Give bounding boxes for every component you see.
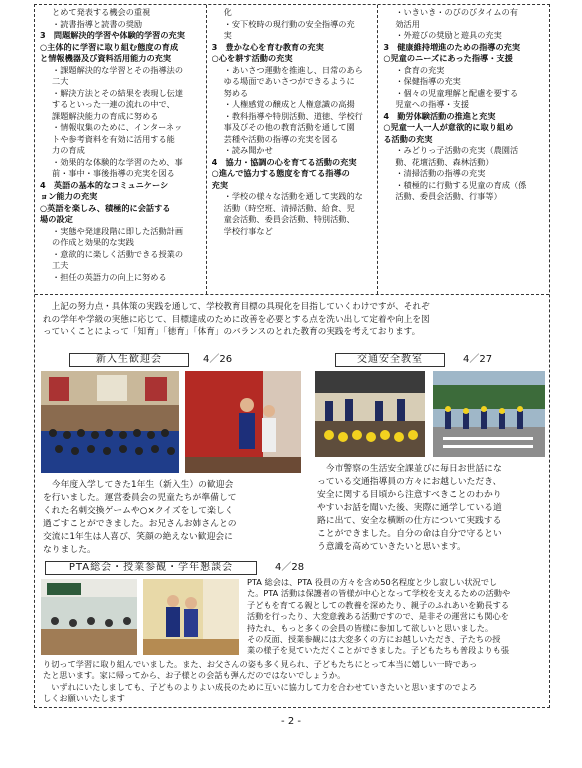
newsletter-page bbox=[34, 4, 550, 708]
pta-line: その反面、授業参観には大変多くの方にお越しいただき、子たちの授 bbox=[247, 634, 501, 645]
plan-line: 3 問題解決的学習や体験的学習の充実 bbox=[40, 30, 185, 40]
pta-date: 4／28 bbox=[275, 562, 305, 573]
plan-line: ・個々の児童理解と配慮を要する bbox=[395, 87, 519, 98]
traffic-title: 交通安全教室 bbox=[335, 353, 445, 367]
plan-line: ・読み聞かせ bbox=[223, 145, 273, 155]
plan-line: 化 bbox=[223, 7, 232, 17]
plan-line: 3 豊かな心を育む教育の充実 bbox=[211, 41, 324, 52]
traffic-photo-crossing bbox=[433, 371, 545, 457]
plan-column-2 bbox=[206, 5, 378, 294]
plan-line: 4 英語の基本的なコミュニケーシ bbox=[40, 179, 169, 190]
summary-paragraph bbox=[43, 301, 543, 339]
pta-photo-classroom bbox=[41, 579, 137, 655]
plan-line: ○進んで協力する態度を育てる指導の bbox=[211, 168, 350, 178]
welcome-line: くれた名刺交換ゲームや○×クイズをして楽しく bbox=[43, 506, 234, 516]
plan-columns bbox=[35, 5, 549, 295]
plan-line: 課題解決能力の育成に努める bbox=[52, 110, 159, 121]
plan-line: ・読書指導と読書の奨励 bbox=[52, 18, 143, 29]
plan-line: するといった一連の流れの中で、 bbox=[52, 99, 175, 109]
plan-line: ・課題解決的な学習とその指導法の bbox=[52, 64, 184, 75]
plan-line: 学校行事など bbox=[223, 225, 273, 236]
plan-line: 充実 bbox=[211, 179, 229, 190]
plan-line: ・いきいき・のびのびタイムの有 bbox=[395, 7, 518, 17]
plan-line: 努める bbox=[223, 87, 249, 98]
pta-title: PTA総会・授業参観・学年懇談会 bbox=[45, 561, 257, 575]
plan-line: 芸種や活動の指導の充実を図る bbox=[223, 133, 339, 144]
plan-line: 児童への指導・支援 bbox=[395, 99, 470, 109]
plan-line: 二大 bbox=[52, 76, 69, 86]
summary-line: 上記の努力点・具体策の実践を通して、学校教育目標の具現化を目指していくわけですが、それぞ bbox=[43, 302, 430, 312]
plan-line: ・学校の様々な活動を通して実践的な bbox=[223, 191, 363, 201]
plan-line: 工夫 bbox=[52, 260, 69, 270]
traffic-line: ことができました。自分の命は自分で守るとい bbox=[317, 529, 502, 539]
plan-line: ゆる場面であいさつができるように bbox=[223, 76, 355, 86]
plan-column-3 bbox=[377, 5, 549, 294]
plan-line: ・担任の英語力の向上に努める bbox=[52, 271, 167, 282]
plan-line: 童会活動、委員会活動、特別活動、 bbox=[223, 214, 355, 224]
pta-line: いずれにいたしましても、子どものよりよい成長のために互いに協力して力を合わせていきたいと思いますのでよろ bbox=[43, 681, 477, 692]
pta-line: 子どもを育てる親としての教養を深めたり、親子のふれあいを勤長する bbox=[247, 599, 510, 610]
plan-line: ・あいさつ運動を推進し、日常のあら bbox=[223, 64, 363, 75]
plan-line: 効活用 bbox=[395, 18, 420, 29]
traffic-line: やすいお話を聞いた後、実際に通学している道 bbox=[317, 503, 502, 513]
plan-line: ・食育の充実 bbox=[395, 64, 445, 75]
pta-line: PTA 総会は、PTA 役員の方々を含め50名程度と少し寂しい状況でし bbox=[247, 577, 498, 587]
traffic-line: 今市警察の生活安全課並びに毎日お世話にな bbox=[317, 464, 502, 474]
plan-line: ・情報収集のために、インターネッ bbox=[52, 122, 183, 132]
summary-line: っていくことによって「知育」「徳育」「体育」のバランスのとれた教育の実践を考えております。 bbox=[43, 327, 421, 337]
plan-line: ・積極的に行動する児童の育成（係 bbox=[395, 179, 527, 190]
traffic-body bbox=[317, 463, 545, 554]
plan-line: る活動の充実 bbox=[383, 133, 433, 144]
pta-line: 持たれ、もっと多くの会員の皆様に参加して欲しいと思いました。 bbox=[247, 622, 494, 633]
plan-line: の作成と効果的な実践 bbox=[52, 237, 134, 247]
welcome-line: なりました。 bbox=[43, 545, 96, 555]
welcome-photo-assembly bbox=[41, 371, 179, 473]
welcome-date: 4／26 bbox=[203, 354, 233, 365]
summary-line: れの学年や学級の実態に応じて、目標達成のために改善を必要とする点を洗い出して定着や向上を図 bbox=[43, 314, 430, 325]
plan-column-1 bbox=[35, 5, 206, 294]
pta-body-full bbox=[43, 659, 543, 705]
plan-line: 前・事中・事後指導の充実を図る bbox=[52, 168, 175, 178]
welcome-line: 過ごすことができました。お兄さんお姉さんとの bbox=[43, 519, 237, 529]
plan-line: 4 協力・協調の心を育てる活動の充実 bbox=[211, 156, 357, 167]
pta-body-right bbox=[247, 577, 543, 657]
plan-line: ○英語を楽しみ、積極的に会話する bbox=[40, 202, 171, 213]
plan-line: 活動、委員会活動、行事等） bbox=[395, 191, 502, 201]
traffic-line: っている交通指導員の方々にお越しいただき、 bbox=[317, 477, 502, 487]
plan-line: ・外遊びの奨励と遊具の充実 bbox=[395, 30, 502, 40]
welcome-line: 交流に1年生は人喜び、笑顔の絶えない歓迎会に bbox=[43, 532, 233, 542]
plan-line: 場の設定 bbox=[40, 214, 73, 224]
pta-line: り切って学習に取り組んでいました。また、お父さんの姿も多く見られ、子どもたちにとって本当に嬉しい一時であっ bbox=[43, 659, 478, 669]
plan-line: ・安下校時の現行動の安全指導の充 bbox=[223, 18, 355, 29]
pta-line: たと思います。家に帰ってから、お子様との会話も弾んだのではないでしょうか。 bbox=[43, 670, 346, 681]
plan-line: 4 勤労体験活動の推進と充実 bbox=[383, 110, 496, 121]
plan-line: ・解決方法とその結果を表現し伝達 bbox=[52, 87, 184, 98]
plan-line: ○児童一人一人が意欲的に取り組め bbox=[383, 122, 514, 132]
traffic-line: う意識を高めていきたいと思います。 bbox=[317, 542, 466, 552]
plan-line: ョン能力の充実 bbox=[40, 191, 98, 201]
traffic-line: 安全に関する目頃から注意すべきことのわかり bbox=[317, 490, 502, 500]
plan-line: と情報機器及び資料活用能力の充実 bbox=[40, 53, 172, 63]
plan-line: ・実態や発達段階に即した活動計画 bbox=[52, 225, 184, 236]
traffic-photo-lecture bbox=[315, 371, 425, 457]
pta-line: た。PTA 活動は保護者の皆様が中心となって学校を支えるための活動や bbox=[247, 588, 511, 599]
plan-line: 動、花壇活動、森林活動） bbox=[395, 156, 494, 167]
pta-line: 活動を行ったり、大変意義ある活動ですので、是非その運営にも関心を bbox=[247, 611, 509, 622]
traffic-date: 4／27 bbox=[463, 354, 493, 365]
plan-line: とめて発表する機会の重視 bbox=[52, 7, 151, 17]
plan-line: 事及びその他の教育活動を通して園 bbox=[223, 122, 355, 132]
page-number: - 2 - bbox=[281, 716, 301, 727]
plan-line: トや参考資料を有効に活用する能 bbox=[52, 133, 175, 144]
welcome-line: 今年度入学してきた1年生（新入生）の歓迎会 bbox=[43, 480, 234, 490]
plan-line: 3 健康維持増進のための指導の充実 bbox=[383, 41, 521, 52]
plan-line: 活動（時空班、清掃活動、給食、児 bbox=[223, 202, 355, 213]
plan-line: 力の育成 bbox=[52, 145, 85, 155]
plan-line: ・教科指導や特別活動、道徳、学校行 bbox=[223, 110, 363, 121]
plan-line: ○主体的に学習に取り組む態度の育成 bbox=[40, 41, 179, 52]
pta-photo-presentation bbox=[143, 579, 239, 655]
welcome-title: 新入生歓迎会 bbox=[69, 353, 189, 367]
plan-line: ・みどりっ子活動の充実（農園活 bbox=[395, 145, 519, 155]
pta-line: 業の様子を見ていただくことができました。子どもたちも普段よりも張 bbox=[247, 645, 510, 656]
welcome-line: を行いました。運営委員会の児童たちが準備して bbox=[43, 493, 237, 503]
welcome-photo-stage bbox=[185, 371, 301, 473]
plan-line: ○児童のニーズにあった指導・支援 bbox=[383, 53, 513, 63]
plan-line: ・効果的な体験的な学習のため、事 bbox=[52, 156, 183, 167]
plan-line: ○心を耕す活動の充実 bbox=[211, 53, 293, 63]
traffic-line: 路に出て、安全な横断の仕方について実践する bbox=[317, 516, 502, 526]
plan-line: ・清掃活動の指導の充実 bbox=[395, 168, 486, 178]
plan-line: ・保健指導の充実 bbox=[395, 76, 461, 86]
plan-line: 実 bbox=[223, 30, 232, 40]
plan-line: ・人権感覚の醸成と人権意識の高揚 bbox=[223, 99, 355, 109]
welcome-body bbox=[43, 479, 303, 557]
plan-line: ・意欲的に楽しく活動できる授業の bbox=[52, 248, 184, 259]
pta-line: しくお願いいたします bbox=[43, 693, 125, 704]
